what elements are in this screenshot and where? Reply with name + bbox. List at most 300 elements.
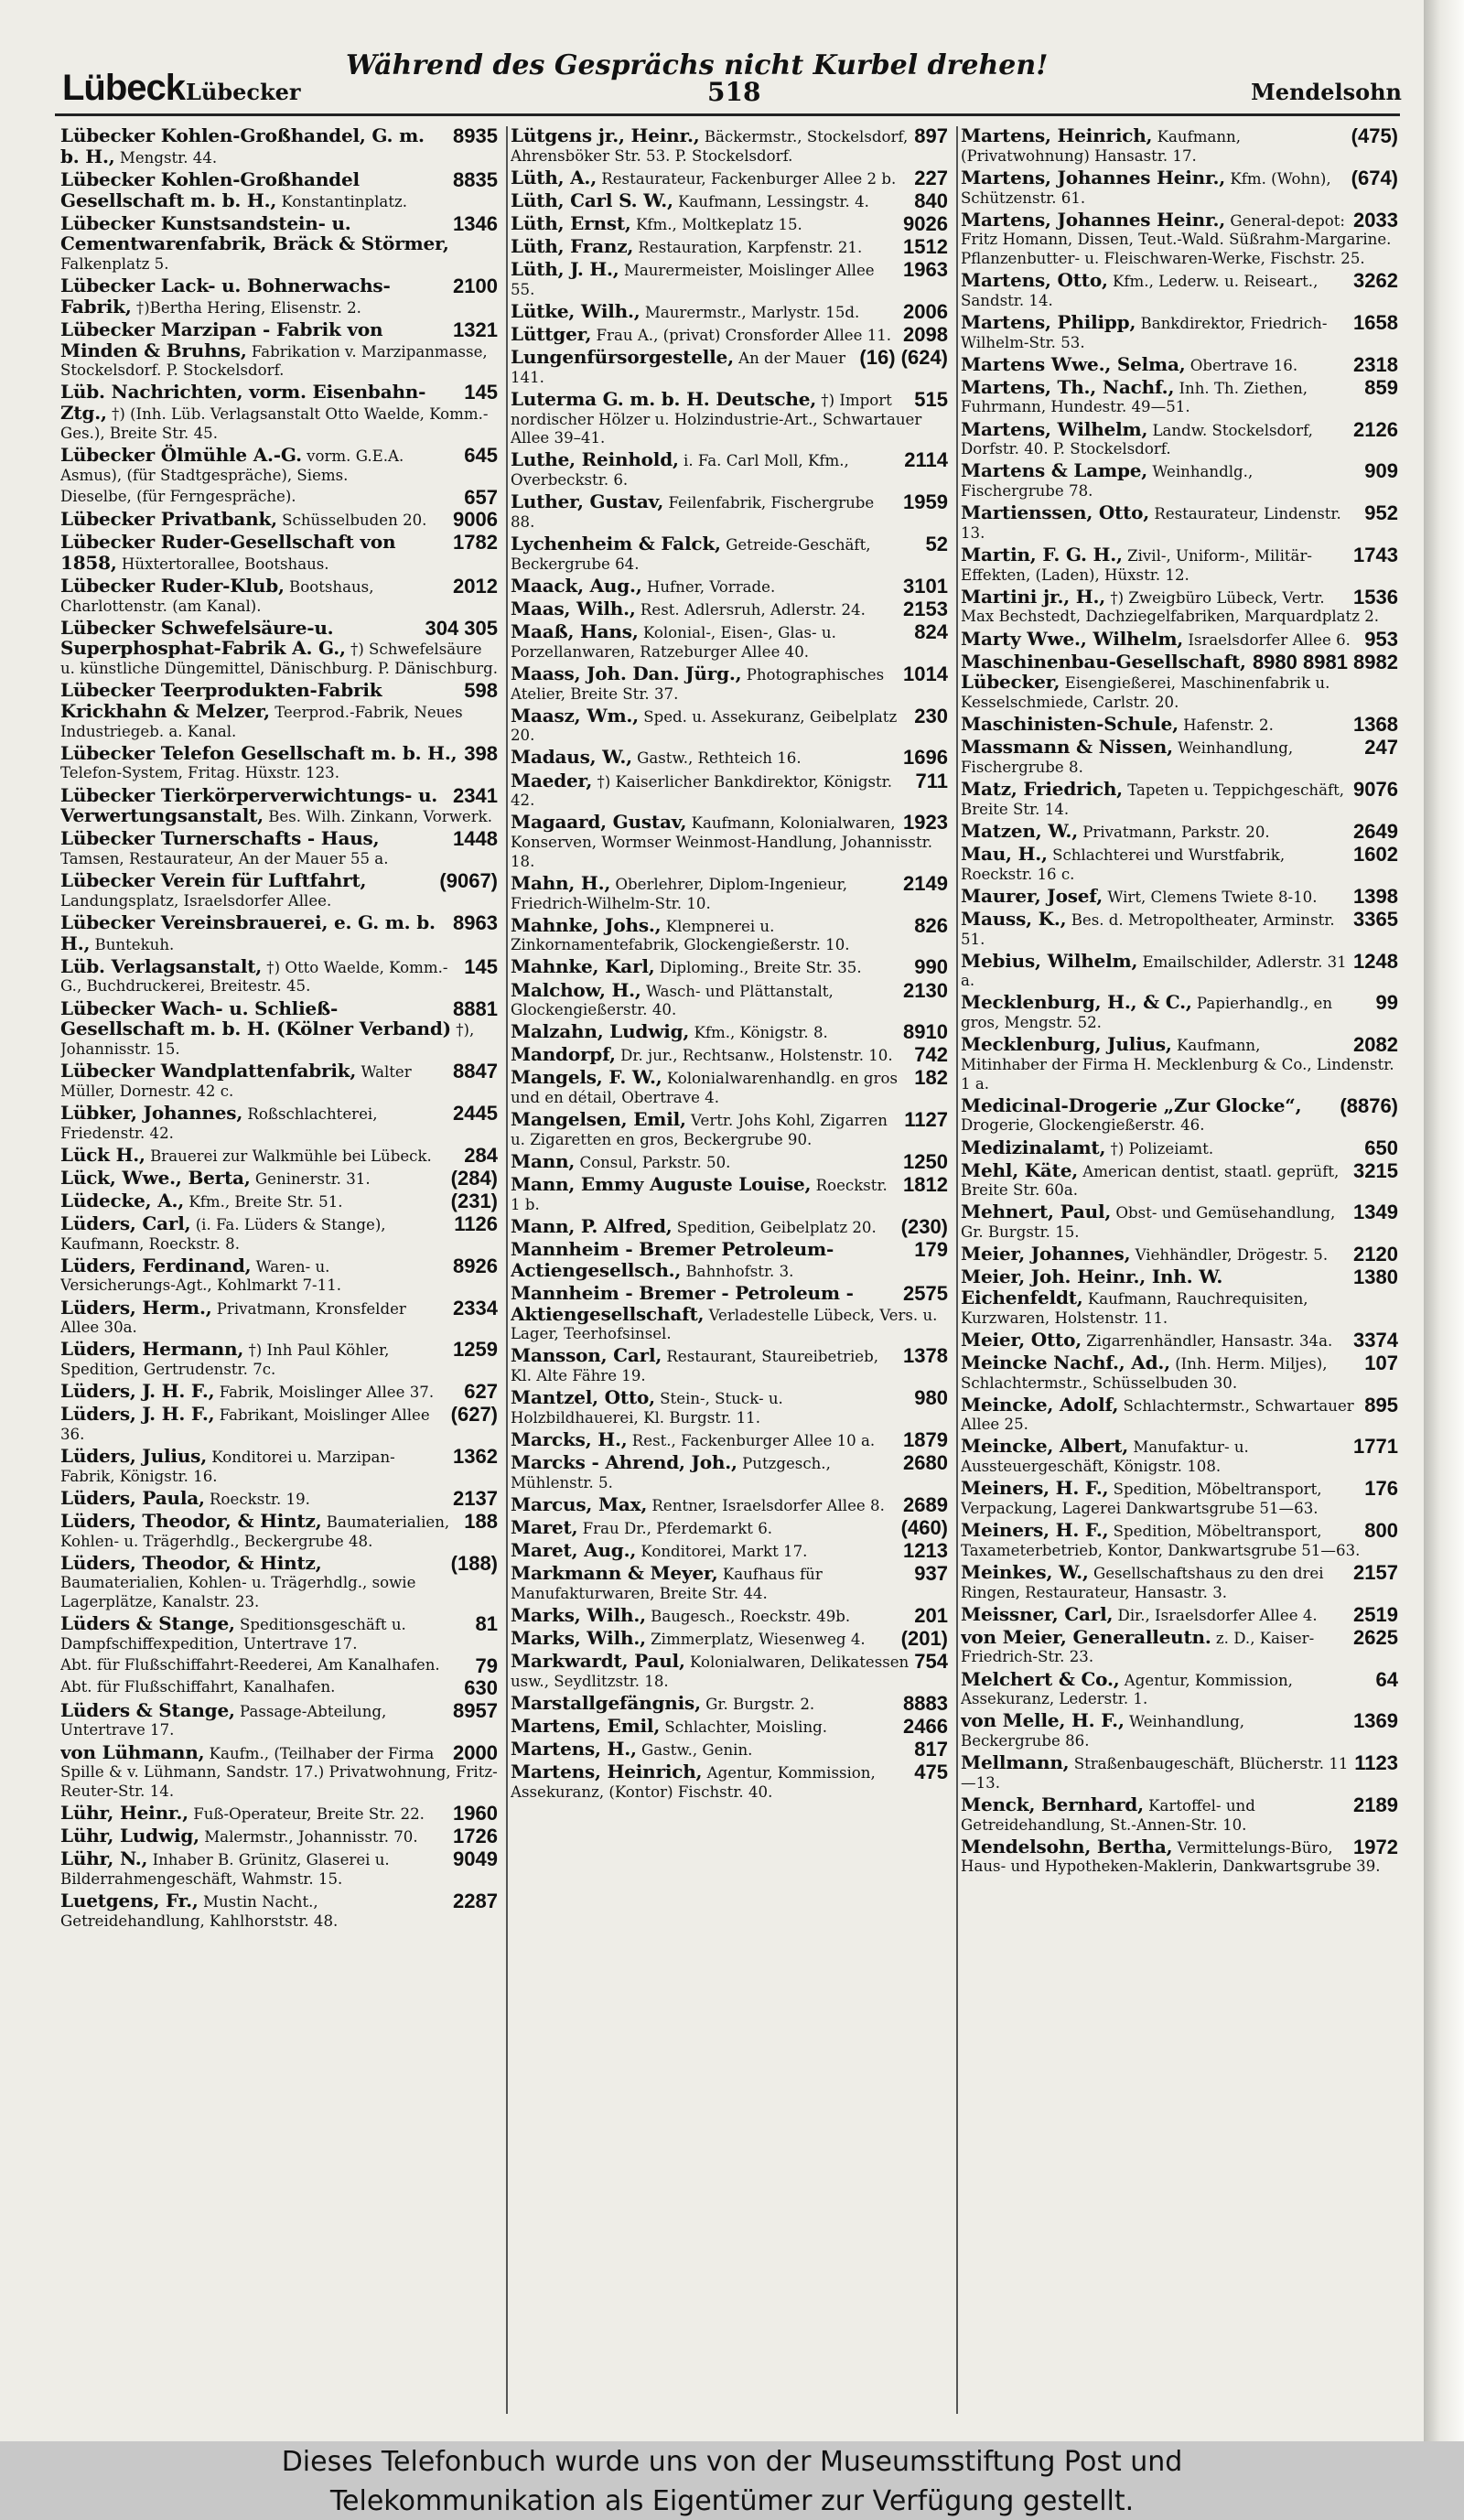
entry-name: Martens & Lampe, <box>961 459 1148 482</box>
phone-number: 1696 <box>903 746 948 770</box>
phone-number: 990 <box>914 955 948 979</box>
entry-description: Buntekuh. <box>94 935 175 953</box>
entry-name: Meissner, Carl, <box>961 1602 1114 1625</box>
directory-entry <box>961 503 1402 543</box>
entry-description: Brauerei zur Walkmühle bei Lübeck. <box>150 1147 432 1165</box>
phone-number: 1123 <box>1354 1751 1398 1775</box>
directory-entry <box>961 884 1402 908</box>
phone-number: 304 305 <box>425 616 498 640</box>
directory-entry <box>961 993 1402 1032</box>
entry-name: Lüb. Verlagsanstalt, <box>60 954 263 977</box>
phone-number: 2120 <box>1353 1243 1398 1266</box>
entry-description: vorm. G.E.A. Asmus), (für Stadtgespräche), Siems. <box>60 447 404 484</box>
phone-number: 64 <box>1375 1667 1398 1691</box>
phone-number: 3365 <box>1353 907 1398 931</box>
entry-description: Speditionsgeschäft u. Dampfschiffexpedition, Untertrave 17. <box>60 1616 406 1653</box>
entry-description: Teerprod.-Fabrik, Neues Industriegeb. a. Kanal. <box>60 703 463 740</box>
entry-name: Meiners, H. F., <box>961 1519 1109 1542</box>
phone-number: 895 <box>1364 1393 1398 1416</box>
entry-description: Viehhändler, Drögestr. 5. <box>1135 1246 1329 1265</box>
directory-entry <box>60 996 501 1060</box>
phone-number: (201) <box>900 1627 948 1651</box>
entry-name: Maschinisten-Schule, <box>961 713 1179 736</box>
entry-description: Eisengießerei, Maschinenfabrik u. Kesselschmiede, Carlstr. 20. <box>961 674 1330 712</box>
phone-number: 515 <box>914 387 948 411</box>
entry-name: Mannheim - Bremer Petroleum-Actiengesellsch., <box>511 1238 834 1281</box>
entry-description: Gr. Burgstr. 2. <box>705 1695 815 1713</box>
phone-number: 2318 <box>1353 352 1398 376</box>
directory-entry <box>961 271 1402 310</box>
entry-name: Mandorpf, <box>511 1043 616 1066</box>
header-rule <box>55 113 1400 116</box>
directory-entry <box>961 1753 1402 1793</box>
entry-name: Maas, Wilh., <box>511 597 636 619</box>
directory-entry <box>60 1509 501 1551</box>
entry-description: Klempnerei u. Zinkornamentefabrik, Glockengießerstr. 10. <box>511 917 850 954</box>
directory-entry <box>511 1652 952 1691</box>
directory-entry <box>511 1453 952 1492</box>
phone-number: (9067) <box>439 869 498 893</box>
directory-entry <box>511 622 952 662</box>
phone-number: (230) <box>900 1214 948 1238</box>
directory-entry <box>961 1330 1402 1352</box>
entry-name: Marstallgefängnis, <box>511 1691 701 1714</box>
phone-number: 627 <box>464 1380 498 1404</box>
entry-description: Telefon-System, Fritag. Hüxstr. 123. <box>60 764 339 782</box>
entry-description: Frau Dr., Pferdemarkt 6. <box>582 1519 773 1537</box>
phone-number: 1398 <box>1353 884 1398 908</box>
phone-number: 2334 <box>453 1296 498 1319</box>
phone-number: (460) <box>900 1515 948 1539</box>
entry-description: Kfm., Moltkeplatz 15. <box>635 215 802 233</box>
entry-description: †) (Inh. Lüb. Verlagsanstalt Otto Waelde, Komm.-Ges.), Breite Str. 45. <box>60 405 489 442</box>
entry-name: Maass, Joh. Dan. Jürg., <box>511 662 742 684</box>
directory-entry <box>961 1795 1402 1835</box>
directory-entry <box>961 310 1402 352</box>
entry-description: Maurermstr., Marlystr. 15d. <box>644 303 860 321</box>
entry-description: †) Otto Waelde, Komm.-G., Buchdruckerei, Breitestr. 45. <box>60 958 448 996</box>
directory-entry <box>961 780 1402 819</box>
directory-entry <box>60 681 501 741</box>
entry-name: Maurer, Josef, <box>961 884 1103 907</box>
entry-name: Maret, Aug., <box>511 1539 637 1562</box>
directory-entry <box>961 352 1402 376</box>
directory-entry <box>961 652 1402 713</box>
entry-name: Lüders, J. H. F., <box>60 1403 215 1426</box>
directory-entry <box>511 871 952 913</box>
entry-description: Kaufmann, Lessingstr. 4. <box>678 192 869 210</box>
phone-number: 1346 <box>453 211 498 235</box>
phone-number: 2100 <box>453 275 498 298</box>
directory-entry <box>511 1240 952 1281</box>
phone-number: 2114 <box>904 448 948 472</box>
entry-description: Spedition, Geibelplatz 20. <box>676 1218 877 1236</box>
header-banner: Während des Gesprächs nicht Kurbel drehen! <box>346 49 1049 81</box>
entry-name: Mahnke, Karl, <box>511 955 655 978</box>
phone-number: 8980 8981 8982 <box>1252 650 1398 673</box>
entry-description: †), Johannisstr. 15. <box>60 1021 475 1058</box>
directory-entry <box>961 819 1402 843</box>
phone-number: (284) <box>450 1166 498 1190</box>
entry-name: Lungenfürsorgestelle, <box>511 346 734 369</box>
directory-entry <box>511 1564 952 1603</box>
phone-number: 1248 <box>1353 949 1398 973</box>
phone-number: 1959 <box>903 490 948 514</box>
phone-number: 2157 <box>1353 1560 1398 1584</box>
entry-name: Maaß, Hans, <box>511 620 639 643</box>
directory-entry <box>961 1560 1402 1602</box>
entry-description: Restaurant, Staureibetrieb, Kl. Alte Fähre 19. <box>511 1348 878 1385</box>
entry-description: Photographisches Atelier, Breite Str. 37. <box>511 665 885 703</box>
phone-number: 1126 <box>454 1212 498 1235</box>
directory-entry <box>60 1551 501 1612</box>
phone-number: 9026 <box>903 211 948 235</box>
entry-description: Consul, Parkstr. 50. <box>579 1154 731 1172</box>
directory-entry <box>60 1891 501 1931</box>
directory-entry <box>60 1298 501 1338</box>
phone-number: 1448 <box>453 827 498 851</box>
directory-entry <box>961 587 1402 627</box>
phone-number: 9076 <box>1353 778 1398 802</box>
entry-description: Bes. Wilh. Zinkann, Vorwerk. <box>268 808 492 826</box>
entry-name: Melchert & Co., <box>961 1667 1120 1690</box>
page-header <box>62 51 1416 112</box>
entry-name: Lübecker Telefon Gesellschaft m. b. H., <box>60 741 458 764</box>
entry-name: Lübecker Wandplattenfabrik, <box>60 1060 357 1082</box>
phone-number: 826 <box>914 913 948 937</box>
entry-description: Putzgesch., Mühlenstr. 5. <box>511 1455 831 1492</box>
entry-description: Bäckermstr., Stockelsdorf, Ahrensböker Str. 53. P. Stockelsdorf. <box>511 128 909 165</box>
entry-description: Restauration, Karpfenstr. 21. <box>638 239 863 257</box>
entry-name: Mendelsohn, Bertha, <box>961 1835 1173 1858</box>
phone-number: 1014 <box>903 662 948 685</box>
directory-entry <box>511 1603 952 1627</box>
directory-entry <box>60 1340 501 1379</box>
entry-description: Kaufhaus für Manufakturwaren, Breite Str. 44. <box>511 1566 823 1602</box>
entry-name: Menck, Bernhard, <box>961 1793 1144 1815</box>
directory-entry <box>511 1346 952 1385</box>
entry-name: Martens, Philipp, <box>961 310 1136 333</box>
entry-name: Lübecker Kunstsandstein- u. Cementwarenfabrik, Bräck & Störmer, <box>60 211 449 255</box>
entry-name: Lübecker Ruder-Gesellschaft von 1858, <box>60 531 396 574</box>
entry-description: (i. Fa. Lüders & Stange), Kaufmann, Roeckstr. 8. <box>60 1215 386 1253</box>
phone-number: 650 <box>1364 1136 1398 1159</box>
entry-description: Abt. für Flußschiffahrt-Reederei, Am Kanalhafen. <box>60 1655 440 1674</box>
entry-name: Maasz, Wm., <box>511 704 639 727</box>
entry-description: Obst- und Gemüsehandlung, Gr. Burgstr. 15. <box>961 1204 1336 1242</box>
entry-description: Kaufmann, Kolonialwaren, Konserven, Wormser Weinmost-Handlung, Johannisstr. 18. <box>511 814 933 870</box>
phone-number: 1536 <box>1353 585 1398 608</box>
phone-number: 247 <box>1364 736 1398 759</box>
directory-entry <box>60 1256 501 1296</box>
entry-name: Martens, Emil, <box>511 1715 661 1737</box>
directory-entry <box>511 1388 952 1427</box>
entry-description: Straßenbaugeschäft, Blücherstr. 11—13. <box>961 1755 1349 1792</box>
phone-number: 859 <box>1364 375 1398 399</box>
column-1 <box>60 126 501 2414</box>
entry-description: Kfm., Königstr. 8. <box>694 1024 828 1042</box>
entry-name: Lübecker Ölmühle A.-G. <box>60 443 302 466</box>
phone-number: (188) <box>450 1551 498 1575</box>
phone-number: (16) (624) <box>859 346 948 370</box>
directory-entry <box>511 188 952 212</box>
entry-name: Marty Wwe., Wilhelm, <box>961 627 1184 650</box>
phone-number: (627) <box>450 1403 498 1427</box>
directory-entry <box>60 382 501 443</box>
directory-entry <box>511 387 952 448</box>
entry-name: Lübecker Vereinsbrauerei, e. G. m. b. H., <box>60 910 436 954</box>
directory-entry <box>60 1061 501 1101</box>
entry-name: von Meier, Generalleutn. <box>961 1625 1211 1648</box>
directory-entry <box>60 1405 501 1444</box>
phone-number: 176 <box>1364 1477 1398 1501</box>
entry-name: Mehnert, Paul, <box>961 1201 1112 1223</box>
entry-name: Martens, Johannes Heinr., <box>961 166 1226 188</box>
directory-entry <box>511 771 952 811</box>
entry-name: Medicinal-Drogerie „Zur Glocke“, <box>961 1093 1302 1116</box>
entry-name: Markmann & Meyer, <box>511 1562 718 1585</box>
directory-entry <box>511 237 952 258</box>
directory-entry <box>961 1267 1402 1328</box>
entry-description: Bankdirektor, Friedrich-Wilhelm-Str. 53. <box>961 314 1328 351</box>
entry-description: Kaufm., (Teilhaber der Firma Spille & v. Lühmann, Sandstr. 17.) Privatwohnung, Fritz-Reuter-Str. 14. <box>60 1744 498 1800</box>
entry-name: Mahnke, Johs., <box>511 913 662 936</box>
entry-description: Mengstr. 44. <box>119 148 218 167</box>
phone-number: 2445 <box>453 1101 498 1125</box>
directory-entry <box>961 461 1402 501</box>
phone-number: 2680 <box>903 1451 948 1475</box>
entry-name: Lüders, Hermann, <box>60 1338 244 1361</box>
entry-description: Oberlehrer, Diplom-Ingenieur, Friedrich-Wilhelm-Str. 10. <box>511 875 848 912</box>
phone-number: 2000 <box>453 1740 498 1764</box>
entry-name: Mebius, Wilhelm, <box>961 949 1138 972</box>
entry-description: Tamsen, Restaurateur, An der Mauer 55 a. <box>60 850 389 868</box>
entry-description: Bahnhofstr. 3. <box>685 1262 794 1280</box>
directory-entry <box>60 910 501 954</box>
directory-entry <box>511 1022 952 1043</box>
entry-description: Kaufmann, Mitinhaber der Firma H. Mecklenburg & Co., Lindenstr. 1 a. <box>961 1037 1394 1093</box>
entry-name: Martens, Th., Nachf., <box>961 375 1175 398</box>
directory-entry <box>961 1625 1402 1667</box>
entry-description: Privatmann, Kronsfelder Allee 30a. <box>60 1299 406 1337</box>
entry-description: Privatmann, Parkstr. 20. <box>1082 823 1270 841</box>
phone-number: 897 <box>914 126 948 147</box>
entry-description: †) Polizeiamt. <box>1110 1139 1214 1158</box>
directory-entry <box>60 1143 501 1167</box>
directory-entry <box>961 1479 1402 1518</box>
directory-entry <box>961 627 1402 651</box>
entry-description: Schlachterei und Wurstfabrik, Roeckstr. 16 c. <box>961 845 1286 883</box>
phone-number: 1321 <box>453 318 498 341</box>
entry-description: Abt. für Flußschiffahrt, Kanalhafen. <box>60 1678 336 1696</box>
entry-description: American dentist, staatl. geprüft, Breite Str. 60a. <box>961 1162 1340 1200</box>
phone-number: 817 <box>914 1738 948 1761</box>
page-number: 518 <box>707 77 761 107</box>
entry-description: Landw. Stockelsdorf, Dorfstr. 40. P. Stockelsdorf. <box>961 421 1313 458</box>
entry-name: Luthe, Reinhold, <box>511 448 679 471</box>
entry-name: Lüth, J. H., <box>511 258 619 281</box>
column-divider <box>956 126 958 2414</box>
phone-number: 8910 <box>903 1020 948 1044</box>
phone-number: 1259 <box>453 1338 498 1362</box>
entry-name: Marks, Wilh., <box>511 1627 646 1650</box>
entry-name: Lychenheim & Falck, <box>511 533 721 555</box>
entry-name: Martienssen, Otto, <box>961 501 1150 524</box>
directory-entry <box>60 126 501 167</box>
phone-number: 8963 <box>453 910 498 934</box>
entry-name: Meier, Johannes, <box>961 1243 1131 1265</box>
entry-name: Meincke, Albert, <box>961 1435 1129 1458</box>
directory-entry <box>60 1382 501 1403</box>
directory-entry <box>961 842 1402 884</box>
directory-entry <box>961 168 1402 208</box>
entry-description: Restaurateur, Lindenstr. 13. <box>961 505 1341 542</box>
entry-name: Mahn, H., <box>511 871 611 894</box>
phone-number: 1512 <box>903 235 948 259</box>
entry-name: Maschinenbau-Gesellschaft, Lübecker, <box>961 650 1246 694</box>
directory-entry <box>60 167 501 211</box>
directory-entry <box>511 450 952 490</box>
entry-description: Frau A., (privat) Cronsforder Allee 11. <box>596 327 892 345</box>
phone-number: 645 <box>464 443 498 467</box>
directory-entry <box>511 957 952 978</box>
entry-name: Marcks - Ahrend, Joh., <box>511 1451 737 1474</box>
directory-entry <box>511 1152 952 1173</box>
entry-description: Konditorei u. Marzipan-Fabrik, Königstr. 16. <box>60 1448 395 1485</box>
directory-entry <box>961 1202 1402 1242</box>
entry-name: Luetgens, Fr., <box>60 1890 199 1912</box>
entry-description: Stein-, Stuck- u. Holzbildhauerei, Kl. Burgstr. 11. <box>511 1390 783 1427</box>
entry-name: Mauss, K., <box>961 907 1067 930</box>
entry-description: †) Zweigbüro Lübeck, Vertr. Max Bechstedt, Dachziegelfabriken, Marquardplatz 2. <box>961 588 1380 626</box>
entry-name: Lüders & Stange, <box>60 1698 235 1721</box>
phone-number: 1378 <box>903 1344 948 1368</box>
entry-description: Baumaterialien, Kohlen- u. Trägerhdlg., Beckergrube 48. <box>60 1513 450 1550</box>
entry-name: Marks, Wilh., <box>511 1603 646 1626</box>
directory-entry <box>511 978 952 1020</box>
entry-name: Mecklenburg, H., & C., <box>961 991 1192 1014</box>
entry-name: von Melle, H. F., <box>961 1709 1125 1732</box>
entry-description: †) Schwefelsäure u. künstliche Düngemittel, Dänischburg. P. Dänischburg. <box>60 641 498 678</box>
footer-line-2: Telekommunikation als Eigentümer zur Verfügung gestellt. <box>329 2485 1135 2517</box>
directory-entry <box>511 1515 952 1539</box>
phone-number: 3262 <box>1353 269 1398 293</box>
directory-entry <box>961 1437 1402 1476</box>
phone-number: 145 <box>464 954 498 978</box>
directory-entry <box>511 1717 952 1738</box>
directory-entry <box>511 260 952 299</box>
entry-name: Lüders, Theodor, & Hintz, <box>60 1551 322 1574</box>
phone-number: 657 <box>464 485 498 509</box>
entry-description: †) Kaiserlicher Bankdirektor, Königstr. 42. <box>511 772 893 810</box>
phone-number: 3215 <box>1353 1158 1398 1182</box>
entry-name: Martens, Johannes Heinr., <box>961 208 1226 231</box>
directory-entry <box>60 783 501 827</box>
entry-name: Maret, <box>511 1515 578 1538</box>
directory-entry <box>511 1629 952 1650</box>
directory-entry <box>961 375 1402 417</box>
directory-entry <box>961 907 1402 949</box>
directory-entry <box>961 1158 1402 1201</box>
entry-description: Rest. Adlersruh, Adlerstr. 24. <box>640 600 866 619</box>
phone-number: 3101 <box>903 574 948 598</box>
phone-number: 3374 <box>1353 1328 1398 1352</box>
entry-description: Wirt, Clemens Twiete 8-10. <box>1107 888 1318 906</box>
directory-entry <box>511 1068 952 1107</box>
entry-name: Lüders, Herm., <box>60 1296 212 1319</box>
phone-number: 1213 <box>903 1539 948 1563</box>
entry-description: Kolonialwaren, Delikatessen usw., Seydlitzstr. 18. <box>511 1653 910 1690</box>
entry-description: Bes. d. Metropoltheater, Arminstr. 51. <box>961 910 1335 948</box>
phone-number: 754 <box>914 1650 948 1674</box>
entry-description: Kaufmann, Rauchrequisiten, Kurzwaren, Holstenstr. 11. <box>961 1290 1308 1327</box>
directory-entry <box>511 1739 952 1761</box>
entry-description: Kfm. (Wohn), Schützenstr. 61. <box>961 169 1331 207</box>
directory-entry <box>60 1447 501 1486</box>
entry-name: Lübecker Kohlen-Großhandel, G. m. b. H., <box>60 126 425 167</box>
entry-description: Fabrik, Moislinger Allee 37. <box>219 1384 435 1402</box>
phone-number: 1879 <box>903 1427 948 1451</box>
entry-description: Emailschilder, Adlerstr. 31 a. <box>961 953 1347 990</box>
phone-number: 1250 <box>903 1150 948 1174</box>
phone-number: 1127 <box>904 1108 948 1132</box>
entry-description: †)Bertha Hering, Elisenstr. 2. <box>135 298 361 317</box>
directory-entry <box>60 741 501 783</box>
directory-entry <box>60 1826 501 1847</box>
directory-entry <box>511 706 952 746</box>
directory-entry <box>60 1214 501 1254</box>
phone-number: 980 <box>914 1386 948 1410</box>
directory-entry <box>511 1281 952 1344</box>
phone-number: 952 <box>1364 501 1398 525</box>
directory-entry <box>60 576 501 616</box>
header-city: Lübeck <box>62 68 186 108</box>
entry-description: Falkenplatz 5. <box>60 255 169 273</box>
phone-number: 2466 <box>903 1715 948 1738</box>
entry-name: Mann, Emmy Auguste Louise, <box>511 1173 812 1196</box>
entry-description: Manufaktur- u. Aussteuergeschäft, Königstr. 108. <box>961 1438 1249 1476</box>
entry-name: Mann, <box>511 1150 576 1173</box>
entry-description: Getreide-Geschäft, Beckergrube 64. <box>511 536 871 573</box>
entry-description: Malermstr., Johannisstr. 70. <box>204 1828 418 1847</box>
entry-name: von Lühmann, <box>60 1740 205 1763</box>
directory-entry <box>60 1849 501 1889</box>
phone-number: 8883 <box>903 1691 948 1715</box>
entry-description: Weinhandlung, Fischergrube 8. <box>961 739 1294 776</box>
entry-description: Drogerie, Glockengießerstr. 46. <box>961 1116 1205 1135</box>
directory-entry <box>511 348 952 387</box>
entry-name: Matz, Friedrich, <box>961 778 1123 801</box>
header-left-word: Lübecker <box>186 79 301 105</box>
phone-number: (674) <box>1351 166 1398 189</box>
phone-number: 2287 <box>453 1890 498 1913</box>
entry-name: Lütgens jr., Heinr., <box>511 126 700 146</box>
phone-number: 2137 <box>453 1486 498 1510</box>
phone-number: 9049 <box>453 1847 498 1871</box>
phone-number: 81 <box>475 1612 498 1636</box>
phone-number: 2149 <box>903 871 948 895</box>
phone-number: 2341 <box>453 783 498 807</box>
phone-number: 8847 <box>453 1060 498 1083</box>
phone-number: 598 <box>464 679 498 703</box>
entry-name: Lüders, Carl, <box>60 1212 191 1234</box>
entry-name: Madaus, W., <box>511 746 632 769</box>
directory-entry <box>961 1395 1402 1435</box>
entry-name: Lühr, N., <box>60 1847 148 1870</box>
entry-name: Mehl, Käte, <box>961 1158 1078 1181</box>
header-right-word: Mendelsohn <box>1251 79 1402 105</box>
directory-entry <box>961 1521 1402 1560</box>
